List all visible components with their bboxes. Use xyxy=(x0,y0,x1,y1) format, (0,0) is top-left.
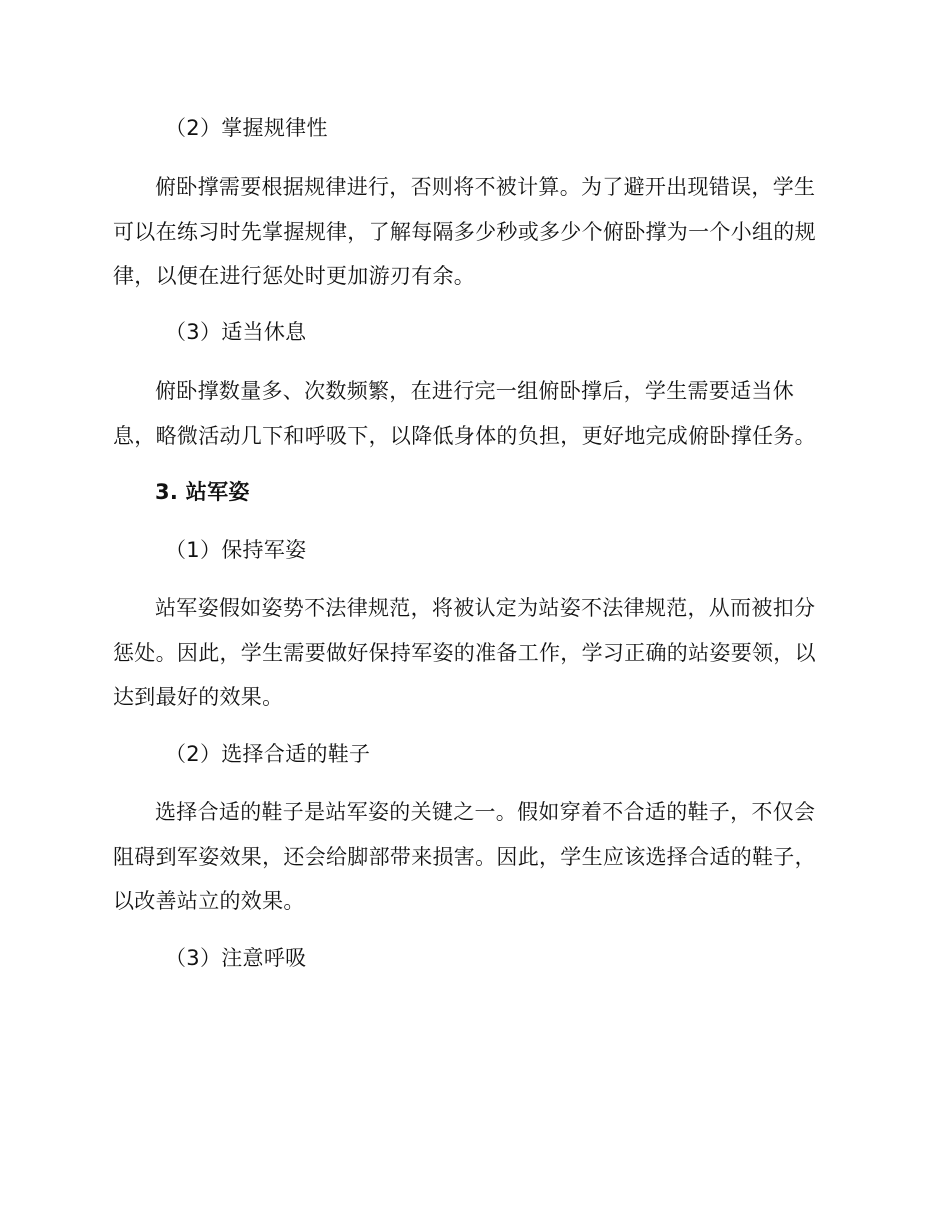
subheading-choose-shoes: （2）选择合适的鞋子 xyxy=(165,742,371,766)
paragraph-line: 阻碍到军姿效果，还会给脚部带来损害。因此，学生应该选择合适的鞋子， xyxy=(113,845,816,869)
paragraph-line: 律，以便在进行惩处时更加游刃有余。 xyxy=(113,264,476,288)
paragraph-line: 俯卧撑数量多、次数频繁，在进行完一组俯卧撑后，学生需要适当休 xyxy=(155,379,794,403)
subheading-breathing: （3）注意呼吸 xyxy=(165,946,307,970)
subheading-keep-posture: （1）保持军姿 xyxy=(165,538,307,562)
paragraph-line: 选择合适的鞋子是站军姿的关键之一。假如穿着不合适的鞋子，不仅会 xyxy=(155,800,816,824)
subheading-proper-rest: （3）适当休息 xyxy=(165,320,307,344)
paragraph-line: 惩处。因此，学生需要做好保持军姿的准备工作，学习正确的站姿要领，以 xyxy=(113,641,816,665)
paragraph-line: 以改善站立的效果。 xyxy=(113,889,305,913)
paragraph-line: 站军姿假如姿势不法律规范，将被认定为站姿不法律规范，从而被扣分 xyxy=(155,596,816,620)
section-heading-stand-posture: 3. 站军姿 xyxy=(155,480,250,504)
paragraph-line: 达到最好的效果。 xyxy=(113,685,284,709)
paragraph-line: 息，略微活动几下和呼吸下，以降低身体的负担，更好地完成俯卧撑任务。 xyxy=(113,424,816,448)
paragraph-line: 可以在练习时先掌握规律，了解每隔多少秒或多少个俯卧撑为一个小组的规 xyxy=(113,220,816,244)
subheading-master-pattern: （2）掌握规律性 xyxy=(165,116,328,140)
paragraph-line: 俯卧撑需要根据规律进行，否则将不被计算。为了避开出现错误，学生 xyxy=(155,175,816,199)
